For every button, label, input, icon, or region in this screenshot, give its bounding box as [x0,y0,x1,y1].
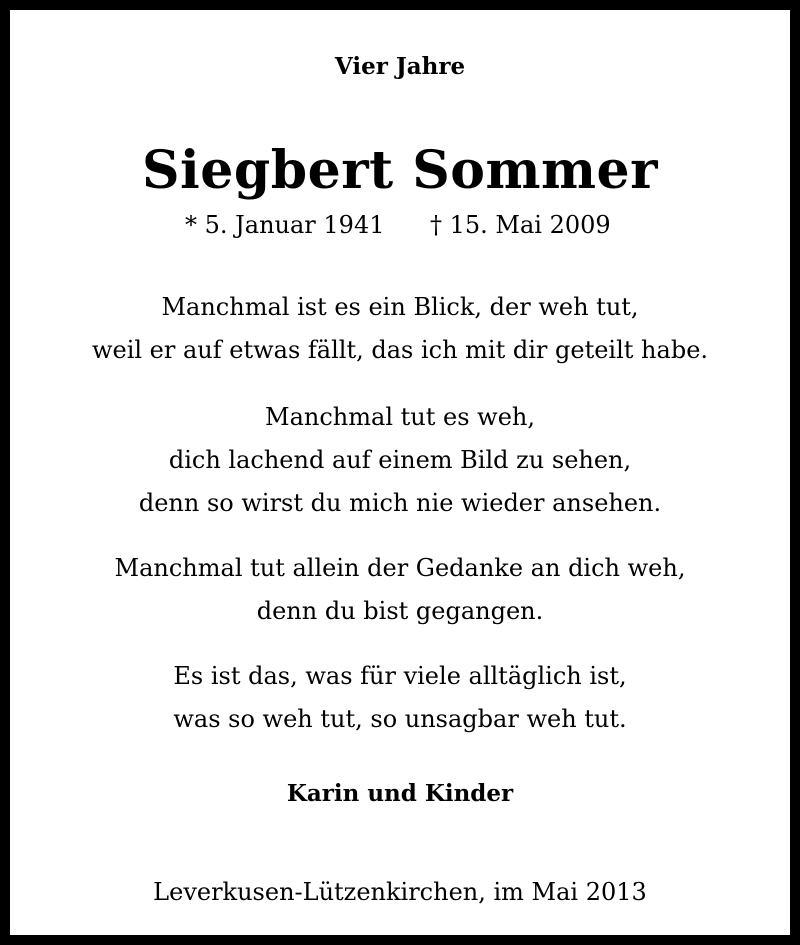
deceased-name: Siegbert Sommer [142,140,658,201]
poem-line: was so weh tut, so unsagbar weh tut. [173,705,627,733]
life-dates [10,213,790,241]
poem-line: dich lachend auf einem Bild zu sehen, [168,446,632,474]
death-date: † 15. Mai 2009 [430,211,611,239]
mourners-signature: Karin und Kinder [286,780,514,807]
poem-line: Manchmal ist es ein Blick, der weh tut, [161,293,639,321]
birth-date: * 5. Januar 1941 [185,211,385,239]
poem-line: denn so wirst du mich nie wieder ansehen. [138,489,662,517]
poem-line: denn du bist gegangen. [256,597,544,625]
poem-line: Manchmal tut allein der Gedanke an dich weh, [114,554,686,582]
poem-line: Manchmal tut es weh, [265,403,535,431]
poem-line: weil er auf etwas fällt, das ich mit dir geteilt habe. [91,336,709,364]
poem-line: Es ist das, was für viele alltäglich ist, [173,662,627,690]
anniversary-heading: Vier Jahre [334,53,466,80]
place-and-date: Leverkusen-Lützenkirchen, im Mai 2013 [153,878,647,906]
